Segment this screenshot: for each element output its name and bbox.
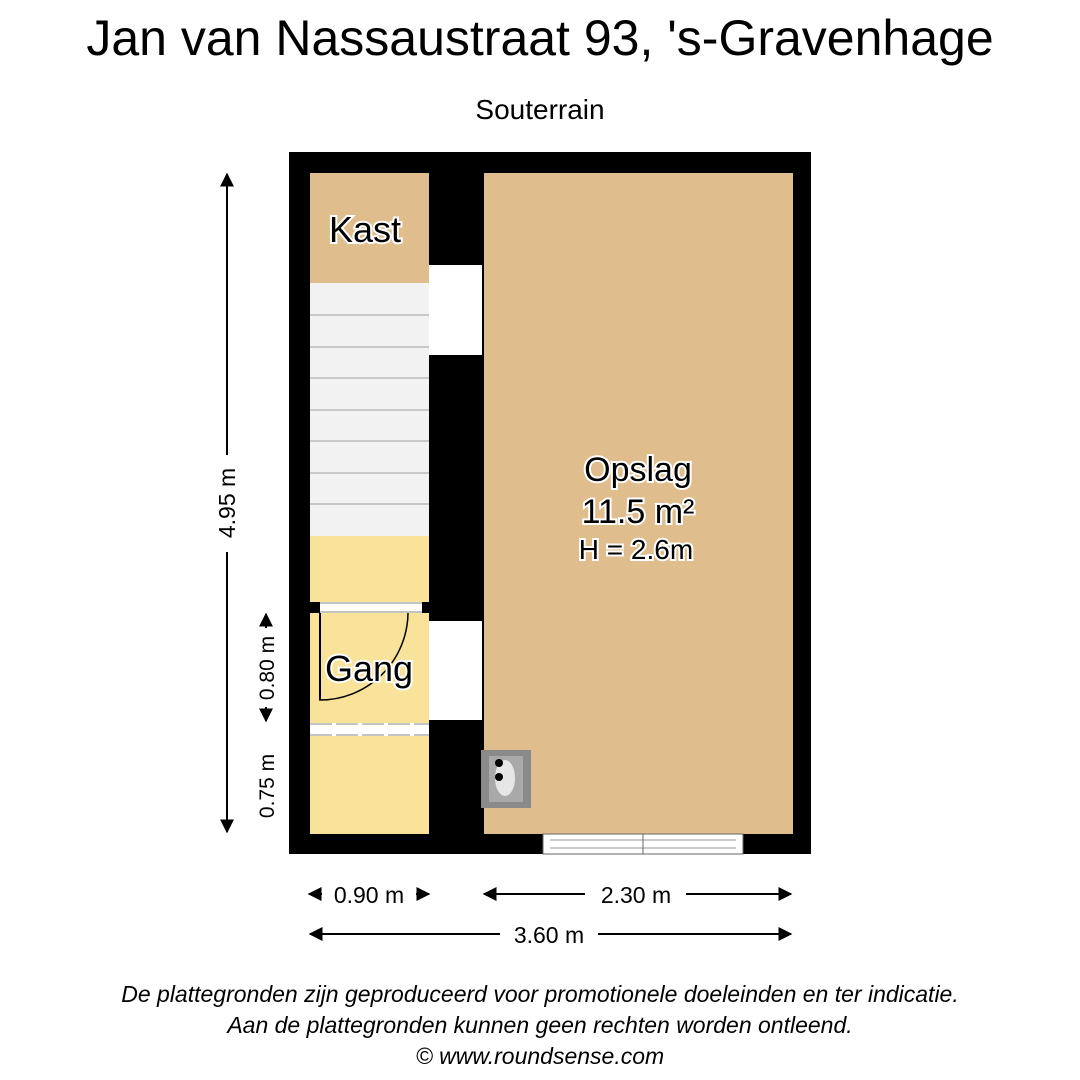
dimension-label-total-height: 4.95 m (214, 467, 240, 539)
copyright-line: © www.roundsense.com (415, 1043, 665, 1069)
opening-upper (429, 264, 482, 356)
dimension-total-width (310, 922, 791, 948)
dimension-total-height (214, 174, 240, 832)
landing-area (310, 536, 429, 602)
room-label-opslag: Opslag (584, 451, 692, 489)
opening-lower (429, 620, 482, 721)
page-title: Jan van Nassaustraat 93, 's-Gravenhage (86, 10, 994, 66)
door-gang-bottom (310, 723, 429, 736)
dimension-label-right-width: 2.30 m (600, 882, 672, 908)
dimension-gang-height (256, 614, 279, 721)
dimension-label-left-width: 0.90 m (333, 882, 405, 908)
room-area-opslag: 11.5 m² (581, 493, 695, 531)
lower-area (310, 736, 429, 834)
room-height-opslag: H = 2.6m (578, 534, 694, 565)
disclaimer-line-1: De plattegronden zijn geproduceerd voor promotionele doeleinden en ter indicatie. (121, 981, 959, 1007)
dimension-label-total-width: 3.60 m (513, 922, 585, 948)
staircase (310, 283, 429, 536)
disclaimer-line-2: Aan de plattegronden kunnen geen rechten worden ontleend. (227, 1012, 853, 1038)
window-bottom (543, 834, 743, 854)
dimension-label-lower-height: 0.75 m (256, 753, 279, 819)
dimension-lower-height (256, 754, 279, 818)
floor-label: Souterrain (475, 94, 605, 125)
room-label-gang: Gang (324, 648, 414, 689)
dimension-label-gang-height: 0.80 m (256, 635, 279, 701)
room-label-kast: Kast (328, 209, 402, 250)
dimension-right-width (484, 882, 791, 908)
boiler-icon (481, 750, 531, 808)
dimension-left-width (309, 882, 429, 908)
